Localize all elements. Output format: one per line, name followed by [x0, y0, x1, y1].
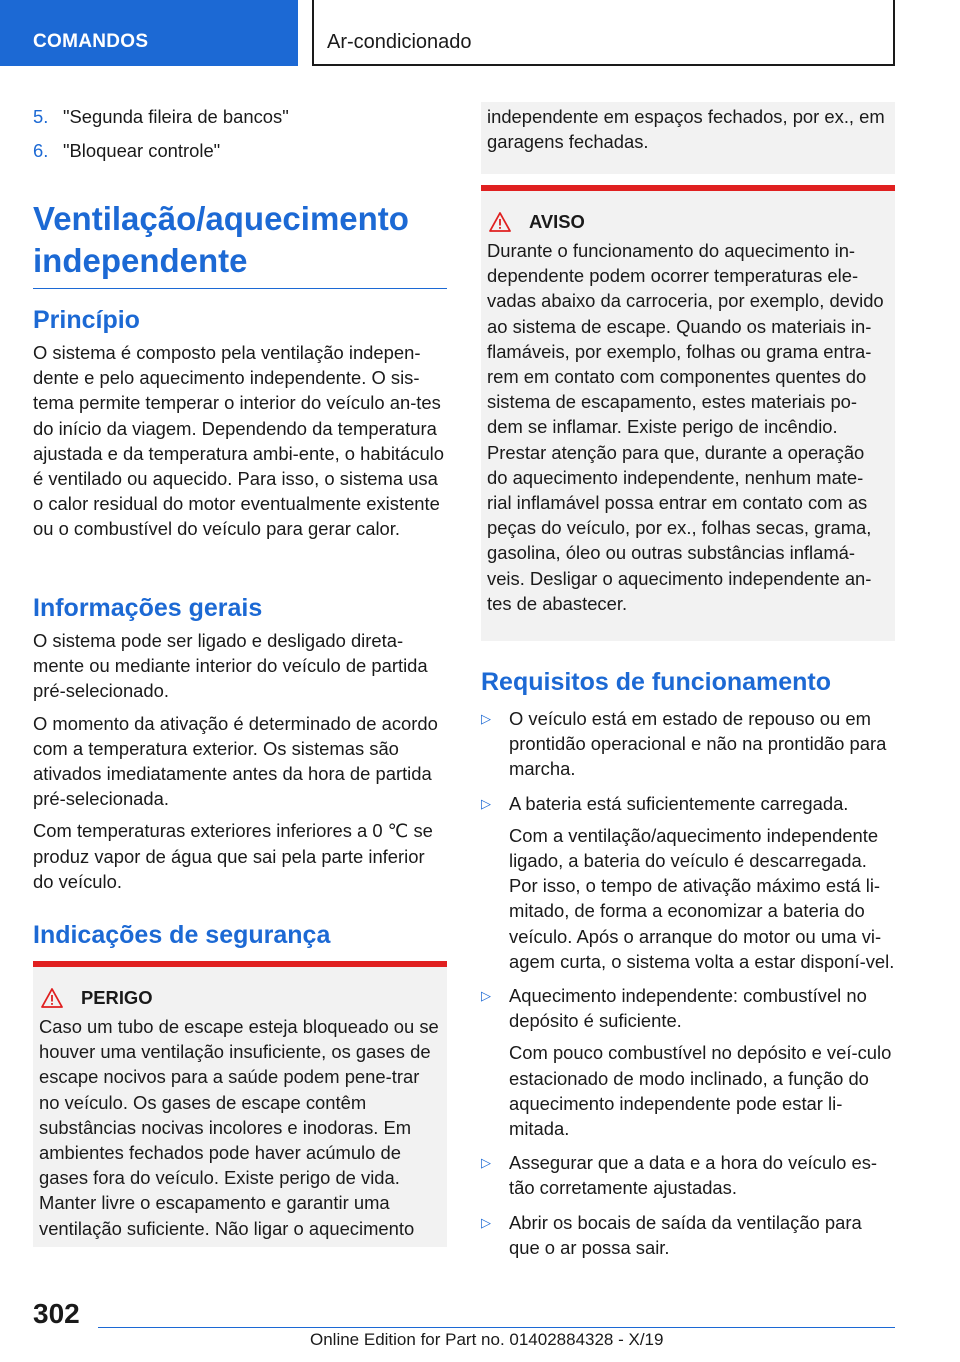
footer-divider	[98, 1327, 895, 1328]
section-paragraph: O sistema pode ser ligado e desligado direta-mente ou mediante interior do veículo de partida pré-selecionado.	[33, 630, 428, 702]
danger-text: Caso um tubo de escape esteja bloqueado ou se houver uma ventilação insuficiente, os gases de escape nocivos para a saúde podem pene-trar no veículo. Os gases de escape contêm substâncias nocivas incolores e inodoras. Em ambientes fechados pode haver acúmulo de gases fora do veículo. Existe perigo de vida. Manter livre o escapamento e garantir uma ventilação suficiente. Não ligar o aquecimento	[39, 1016, 439, 1239]
list-item	[481, 706, 895, 782]
notice-label: AVISO	[529, 211, 585, 232]
section-seguranca	[33, 920, 447, 950]
danger-label: PERIGO	[81, 987, 153, 1008]
bullet-triangle-icon: ▷	[481, 795, 491, 811]
list-text: "Segunda fileira de bancos"	[63, 106, 289, 127]
list-item-subtext: Com pouco combustível no depósito e veí-culo estacionado de modo inclinado, a função do aquecimento independente pode estar li-mitada.	[509, 1042, 892, 1140]
list-text: "Bloquear controle"	[63, 140, 221, 161]
footer-edition: Online Edition for Part no. 01402884328 - X/19	[310, 1330, 664, 1349]
section-info	[33, 593, 447, 894]
header-section-label: COMANDOS	[33, 31, 149, 52]
warning-triangle-icon	[41, 988, 63, 1008]
bullet-triangle-icon: ▷	[481, 1155, 491, 1171]
warning-triangle-icon	[489, 212, 511, 232]
list-item	[481, 791, 895, 974]
list-item	[481, 983, 895, 1141]
section-principio	[33, 305, 447, 542]
list-item	[33, 138, 447, 172]
list-number: 6.	[33, 140, 49, 161]
section-paragraph: O momento da ativação é determinado de acordo com a temperatura exterior. Os sistemas são ativados imediatamente antes da hora de partida pré-selecionada.	[33, 712, 438, 810]
main-title: Ventilação/aquecimento independente	[33, 198, 447, 289]
list-item-text: Aquecimento independente: combustível no depósito é suficiente.	[509, 985, 867, 1032]
list-item-text: O veículo está em estado de repouso ou em prontidão operacional e não na prontidão para marcha.	[509, 708, 887, 780]
list-item-text: Assegurar que a data e a hora do veículo es-tão corretamente ajustadas.	[509, 1152, 878, 1199]
list-number: 5.	[33, 106, 49, 127]
notice-header	[487, 211, 887, 233]
danger-box	[33, 961, 447, 1247]
danger-text-continued: independente em espaços fechados, por ex., em garagens fechadas.	[487, 106, 885, 153]
header-chapter-label: Ar-condicionado	[327, 31, 472, 53]
bullet-triangle-icon: ▷	[481, 711, 491, 726]
danger-box-continued	[481, 102, 895, 174]
requirements-list	[481, 706, 895, 1260]
notice-box	[481, 185, 895, 641]
section-heading: Requisitos de funcionamento	[481, 668, 832, 696]
header-chapter-tab	[312, 0, 895, 66]
header-section-tab	[0, 0, 298, 66]
list-item-text: Abrir os bocais de saída da ventilação para que o ar possa sair.	[509, 1211, 862, 1258]
section-heading: Informações gerais	[33, 594, 263, 622]
section-paragraph: O sistema é composto pela ventilação indepen-dente e pelo aquecimento independente. O sis-tema permite temperar o interior do veículo an-tes do início da viagem. Dependendo da temperatura ajustada e da temperatura ambi-ente, o habitáculo é ventilado ou aquecido. Para isso, o sistema usa o calor residual do motor eventualmente existente ou o combustível do veículo para gerar calor.	[33, 342, 444, 540]
danger-header	[39, 987, 439, 1009]
section-requisitos	[481, 667, 895, 1269]
page-number: 302	[33, 1298, 80, 1329]
bullet-triangle-icon: ▷	[481, 988, 491, 1004]
list-item	[481, 1210, 895, 1260]
numbered-list	[33, 104, 447, 172]
list-item	[33, 104, 447, 138]
list-item-text: A bateria está suficientemente carregada.	[509, 792, 849, 814]
section-heading: Princípio	[33, 306, 140, 334]
bullet-triangle-icon: ▷	[481, 1214, 491, 1230]
list-item-subtext: Com a ventilação/aquecimento independente ligado, a bateria do veículo é descarregada. Por isso, o tempo de ativação máximo está li-mitado, de forma a economizar a bateria do veículo. Após o arranque do motor ou uma vi-agem curta, o sistema volta a estar disponí-vel.	[509, 824, 895, 972]
list-item	[481, 1150, 895, 1200]
section-heading: Indicações de segurança	[33, 921, 331, 949]
section-paragraph: Com temperaturas exteriores inferiores a 0 ℃ se produz vapor de água que sai pela parte inferior do veículo.	[33, 820, 433, 892]
notice-text: Durante o funcionamento do aquecimento in-dependente podem ocorrer temperaturas ele-vadas abaixo da carroceria, por exemplo, devido ao sistema de escape. Quando os materiais in-flamáveis, por exemplo, folhas ou grama entra-rem em contato com componentes quentes do sistema de escapamento, estes materiais po-dem se inflamar. Existe perigo de incêndio. Prestar atenção para que, durante a operação do aquecimento independente, nenhum mate-rial inflamável possa entrar em contato com as peças do veículo, por ex., folhas secas, grama, gasolina, óleo ou outras substâncias inflamá-veis. Desligar o aquecimento independente an-tes de abastecer.	[487, 240, 884, 614]
